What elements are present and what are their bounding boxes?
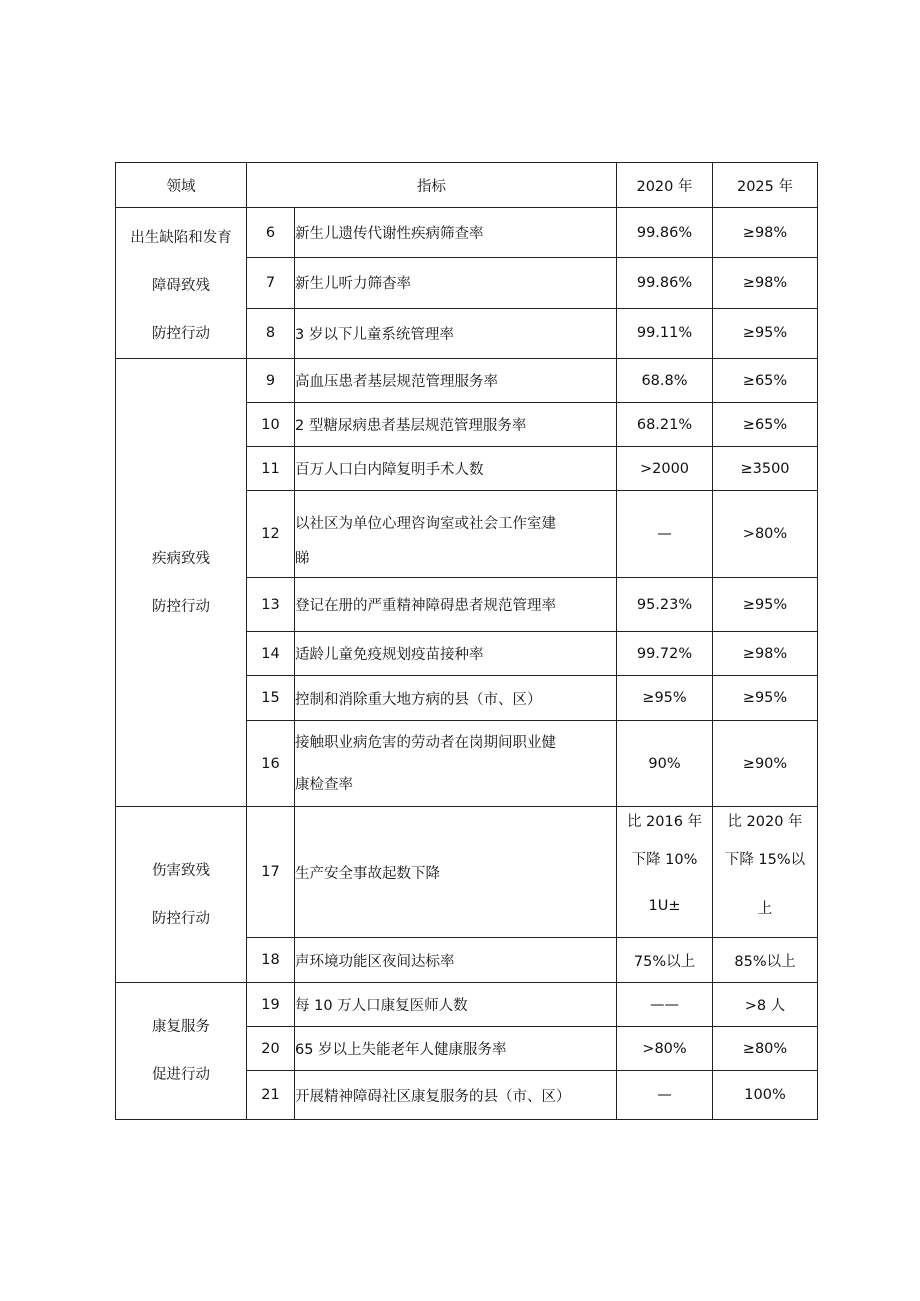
domain-line: 防控行动 <box>152 911 210 927</box>
row-number: 20 <box>247 1027 295 1071</box>
value-2025: ≥98% <box>713 632 818 676</box>
value-2020: 75%以上 <box>617 938 713 983</box>
indicator-name: 声环境功能区夜间达标率 <box>295 938 617 983</box>
table-row <box>116 807 818 938</box>
domain-line: 促进行动 <box>152 1067 210 1083</box>
table-row <box>116 359 818 403</box>
row-number: 9 <box>247 359 295 403</box>
value-2020: 90% <box>617 721 713 807</box>
domain-cell-disease <box>116 359 247 807</box>
value-2025 <box>713 807 818 938</box>
indicator-name: 65 岁以上失能老年人健康服务率 <box>295 1027 617 1071</box>
indicator-name-line: 以社区为单位心理咨询室或社会工作室建 <box>295 516 556 532</box>
row-number: 18 <box>247 938 295 983</box>
table-row <box>116 983 818 1027</box>
indicator-name: 登记在册的严重精神障碍患者规范管理率 <box>295 578 617 632</box>
value-2020: >2000 <box>617 447 713 491</box>
row-number: 21 <box>247 1071 295 1120</box>
value-2020-line: 下降 10% <box>631 852 698 868</box>
domain-line: 障碍致残 <box>152 278 210 294</box>
domain-cell-injury <box>116 807 247 983</box>
indicator-name-line: 康检查率 <box>295 776 353 793</box>
indicator-table <box>115 162 818 1120</box>
value-2020: —— <box>617 983 713 1027</box>
value-2025: ≥65% <box>713 403 818 447</box>
header-2020: 2020 年 <box>617 163 713 208</box>
indicator-name: 3 岁以下儿童系统管理率 <box>295 308 617 358</box>
domain-line: 伤害致残 <box>152 863 210 879</box>
value-2025: ≥95% <box>713 676 818 721</box>
value-2025: ≥90% <box>713 721 818 807</box>
value-2020: — <box>617 491 713 578</box>
row-number: 17 <box>247 807 295 938</box>
indicator-name <box>295 721 617 807</box>
value-2025: ≥98% <box>713 258 818 308</box>
value-2020-line: 1U± <box>648 898 681 914</box>
indicator-name <box>295 491 617 578</box>
row-number: 19 <box>247 983 295 1027</box>
indicator-name: 新生儿遗传代谢性疾病筛查率 <box>295 208 617 258</box>
value-2020: — <box>617 1071 713 1120</box>
value-2025: >8 人 <box>713 983 818 1027</box>
row-number: 11 <box>247 447 295 491</box>
value-2025-line: 比 2020 年 <box>727 814 803 830</box>
indicator-name: 每 10 万人口康复医师人数 <box>295 983 617 1027</box>
table-row <box>116 208 818 258</box>
row-number: 12 <box>247 491 295 578</box>
domain-cell-birth-defects <box>116 208 247 359</box>
value-2020: 99.86% <box>617 258 713 308</box>
indicator-name: 控制和消除重大地方病的县（市、区） <box>295 676 617 721</box>
row-number: 6 <box>247 208 295 258</box>
row-number: 16 <box>247 721 295 807</box>
indicator-name: 新生儿听力筛杳率 <box>295 258 617 308</box>
table-header-row <box>116 163 818 208</box>
value-2025: ≥3500 <box>713 447 818 491</box>
value-2020 <box>617 807 713 938</box>
value-2025: >80% <box>713 491 818 578</box>
indicator-name: 2 型糖尿病患者基层规范管理服务率 <box>295 403 617 447</box>
domain-line: 疾病致残 <box>152 550 210 567</box>
indicator-name: 适龄儿童免疫规划疫苗接种率 <box>295 632 617 676</box>
value-2020: 99.11% <box>617 308 713 358</box>
header-2025: 2025 年 <box>713 163 818 208</box>
value-2025: ≥95% <box>713 308 818 358</box>
value-2020: ≥95% <box>617 676 713 721</box>
indicator-name-line: 睇 <box>295 551 310 567</box>
row-number: 14 <box>247 632 295 676</box>
domain-line: 康复服务 <box>152 1019 210 1035</box>
value-2020: 68.21% <box>617 403 713 447</box>
indicator-name: 开展精神障碍社区康复服务的县（市、区） <box>295 1071 617 1120</box>
domain-line: 出生缺陷和发育 <box>130 230 232 246</box>
value-2020: >80% <box>617 1027 713 1071</box>
value-2025-line: 上 <box>757 901 773 917</box>
header-indicator: 指标 <box>247 163 617 208</box>
indicator-name-line: 接触职业病危害的劳动者在岗期间职业健 <box>295 734 556 751</box>
value-2020: 99.72% <box>617 632 713 676</box>
value-2025: ≥95% <box>713 578 818 632</box>
value-2020: 95.23% <box>617 578 713 632</box>
value-2025: 85%以上 <box>713 938 818 983</box>
value-2025: 100% <box>713 1071 818 1120</box>
row-number: 13 <box>247 578 295 632</box>
value-2025: ≥65% <box>713 359 818 403</box>
domain-cell-rehab <box>116 983 247 1120</box>
indicator-name: 生产安全事故起数下降 <box>295 807 617 938</box>
indicator-name: 百万人口白内障复明手术人数 <box>295 447 617 491</box>
indicator-name: 高血压患者基层规范管理服务率 <box>295 359 617 403</box>
row-number: 7 <box>247 258 295 308</box>
value-2025: ≥98% <box>713 208 818 258</box>
row-number: 10 <box>247 403 295 447</box>
header-domain: 领域 <box>116 163 247 208</box>
value-2025-line: 下降 15%以 <box>724 852 806 868</box>
value-2020: 68.8% <box>617 359 713 403</box>
row-number: 8 <box>247 308 295 358</box>
value-2020-line: 比 2016 年 <box>626 814 703 830</box>
domain-line: 防控行动 <box>152 326 210 342</box>
row-number: 15 <box>247 676 295 721</box>
value-2025: ≥80% <box>713 1027 818 1071</box>
domain-line: 防控行动 <box>152 598 210 615</box>
value-2020: 99.86% <box>617 208 713 258</box>
